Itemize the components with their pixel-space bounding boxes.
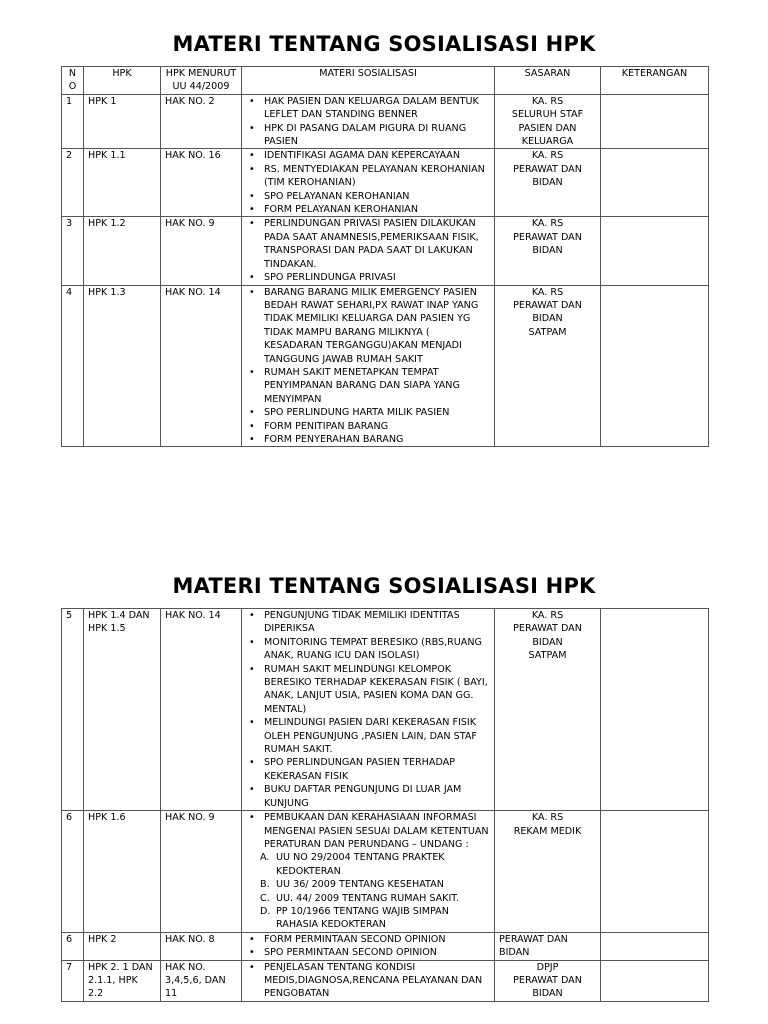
cell-hpk-uu: HAK NO. 16	[161, 149, 242, 217]
cell-hpk: HPK 1.2	[84, 217, 161, 285]
materi-subitem: D. PP 10/1966 TENTANG WAJIB SIMPAN RAHASIA KEDOKTERAN	[246, 905, 490, 932]
table-row	[62, 217, 709, 285]
header-sasaran: SASARAN	[495, 67, 601, 95]
materi-table	[61, 608, 709, 1002]
materi-item: • BUKU DAFTAR PENGUNJUNG DI LUAR JAM KUNJUNG	[246, 783, 490, 810]
materi-list	[246, 217, 490, 284]
cell-no: 3	[62, 217, 84, 285]
materi-item: • SPO PELAYANAN KEROHANIAN	[246, 190, 490, 203]
cell-no: 6	[62, 811, 84, 933]
materi-subitem: B. UU 36/ 2009 TENTANG KESEHATAN	[246, 878, 490, 891]
header-keterangan: KETERANGAN	[601, 67, 709, 95]
materi-item: • MELINDUNGI PASIEN DARI KEKERASAN FISIK OLEH PENGUNJUNG ,PASIEN LAIN, DAN STAF RUMAH SAKIT.	[246, 716, 490, 756]
materi-item: • SPO PERLINDUNGA PRIVASI	[246, 271, 490, 284]
cell-no: 7	[62, 960, 84, 1001]
sasaran-line: PERAWAT DAN BIDAN	[513, 163, 582, 189]
cell-sasaran	[495, 217, 601, 285]
table-row	[62, 609, 709, 811]
materi-table	[61, 66, 709, 447]
cell-sasaran	[495, 811, 601, 933]
cell-keterangan	[601, 285, 709, 447]
cell-no: 6	[62, 932, 84, 960]
header-hpk: HPK	[84, 67, 161, 95]
page-title: MATERI TENTANG SOSIALISASI HPK	[172, 32, 596, 56]
cell-materi	[242, 217, 495, 285]
materi-list	[246, 961, 490, 1001]
materi-item: • FORM PELAYANAN KEROHANIAN	[246, 203, 490, 216]
materi-item: • HAK PASIEN DAN KELUARGA DALAM BENTUK LEFLET DAN STANDING BENNER	[246, 95, 490, 122]
cell-materi	[242, 285, 495, 447]
cell-materi	[242, 149, 495, 217]
materi-item: • RUMAH SAKIT MELINDUNGI KELOMPOK BERESIKO TERHADAP KEKERASAN FISIK ( BAYI, ANAK, LANJUT USIA, PASIEN KOMA DAN GG. MENTAL)	[246, 663, 490, 717]
cell-hpk: HPK 1	[84, 94, 161, 149]
cell-keterangan	[601, 609, 709, 811]
sasaran-line: KA. RS	[531, 218, 564, 230]
materi-list	[246, 811, 490, 932]
sasaran-line: SATPAM	[528, 650, 567, 662]
cell-materi	[242, 94, 495, 149]
cell-keterangan	[601, 960, 709, 1001]
materi-list	[246, 149, 490, 216]
sasaran-line: KA. RS	[531, 286, 564, 298]
materi-list	[246, 609, 490, 810]
materi-subitem: A. UU NO 29/2004 TENTANG PRAKTEK KEDOKTERAN	[246, 851, 490, 878]
sasaran-line: PERAWAT DAN BIDAN	[513, 623, 582, 648]
materi-item: • SPO PERLINDUNG HARTA MILIK PASIEN	[246, 406, 490, 419]
cell-hpk-uu: HAK NO. 9	[161, 217, 242, 285]
materi-item: • SPO PERMINTAAN SECOND OPINION	[246, 946, 490, 959]
sasaran-line: DPJP	[536, 961, 559, 973]
cell-keterangan	[601, 932, 709, 960]
cell-sasaran	[495, 960, 601, 1001]
materi-list	[246, 933, 490, 960]
sasaran-line: KA. RS	[531, 95, 564, 107]
cell-no: 4	[62, 285, 84, 447]
cell-hpk: HPK 2	[84, 932, 161, 960]
materi-item: • PERLINDUNGAN PRIVASI PASIEN DILAKUKAN PADA SAAT ANAMNESIS,PEMERIKSAAN FISIK, TRANSPORASI DAN PADA SAAT DI LAKUKAN TINDAKAN.	[246, 217, 490, 271]
cell-no: 1	[62, 94, 84, 149]
cell-hpk: HPK 2. 1 DAN 2.1.1, HPK 2.2	[84, 960, 161, 1001]
cell-materi	[242, 932, 495, 960]
sasaran-line: SELURUH STAF PASIEN DAN KELUARGA	[511, 109, 584, 148]
sasaran-line: KA. RS	[531, 150, 564, 162]
cell-hpk: HPK 1.4 DAN HPK 1.5	[84, 609, 161, 811]
sasaran-line: KA. RS	[531, 812, 564, 824]
materi-item: • FORM PERMINTAAN SECOND OPINION	[246, 933, 490, 946]
table-header	[62, 67, 709, 95]
cell-hpk: HPK 1.3	[84, 285, 161, 447]
table-row	[62, 932, 709, 960]
table-body	[62, 94, 709, 447]
header-hpk-uu-label: HPK MENURUT UU 44/2009	[165, 68, 237, 93]
materi-item: • HPK DI PASANG DALAM PIGURA DI RUANG PASIEN	[246, 122, 490, 149]
cell-hpk-uu: HAK NO. 2	[161, 94, 242, 149]
cell-hpk-uu: HAK NO. 8	[161, 932, 242, 960]
cell-sasaran	[495, 94, 601, 149]
cell-sasaran	[495, 932, 601, 960]
table-row	[62, 811, 709, 933]
table-row	[62, 285, 709, 447]
cell-sasaran	[495, 609, 601, 811]
materi-item: • FORM PENYERAHAN BARANG	[246, 433, 490, 446]
cell-hpk: HPK 1.6	[84, 811, 161, 933]
page-title: MATERI TENTANG SOSIALISASI HPK	[172, 574, 596, 598]
materi-item: • RS. MENTYEDIAKAN PELAYANAN KEROHANIAN (TIM KEROHANIAN)	[246, 163, 490, 190]
materi-item: • PENJELASAN TENTANG KONDISI MEDIS,DIAGNOSA,RENCANA PELAYANAN DAN PENGOBATAN	[246, 961, 490, 1001]
sasaran-line: PERAWAT DAN BIDAN	[513, 231, 582, 257]
table-body	[62, 609, 709, 1002]
sasaran-line: KA. RS	[531, 610, 564, 621]
sasaran-line: PERAWAT DAN BIDAN	[513, 974, 582, 1000]
materi-item: • RUMAH SAKIT MENETAPKAN TEMPAT PENYIMPANAN BARANG DAN SIAPA YANG MENYIMPAN	[246, 366, 490, 406]
sasaran-line: SATPAM	[528, 326, 567, 338]
sasaran-line: PERAWAT DAN BIDAN	[499, 933, 568, 959]
cell-keterangan	[601, 811, 709, 933]
header-no-label: N O	[68, 68, 77, 93]
cell-hpk-uu: HAK NO. 3,4,5,6, DAN 11	[161, 960, 242, 1001]
cell-no: 5	[62, 609, 84, 811]
cell-sasaran	[495, 285, 601, 447]
cell-hpk-uu: HAK NO. 9	[161, 811, 242, 933]
cell-keterangan	[601, 217, 709, 285]
cell-sasaran	[495, 149, 601, 217]
materi-item: • SPO PERLINDUNGAN PASIEN TERHADAP KEKERASAN FISIK	[246, 756, 490, 783]
materi-list	[246, 286, 490, 447]
sasaran-line: PERAWAT DAN BIDAN	[513, 299, 582, 325]
table-row	[62, 149, 709, 217]
materi-item: • PEMBUKAAN DAN KERAHASIAAN INFORMASI MENGENAI PASIEN SESUAI DALAM KETENTUAN PERATURAN DAN PERUNDANG – UNDANG :	[246, 811, 490, 851]
table-row	[62, 94, 709, 149]
materi-item: • BARANG BARANG MILIK EMERGENCY PASIEN BEDAH RAWAT SEHARI,PX RAWAT INAP YANG TIDAK MEMILIKI KELUARGA DAN PASIEN YG TIDAK MAMPU BARANG MILIKNYA ( KESADARAN TERGANGGU)AKAN MENJADI TANGGUNG JAWAB RUMAH SAKIT	[246, 286, 490, 366]
cell-hpk-uu: HAK NO. 14	[161, 609, 242, 811]
materi-list	[246, 95, 490, 149]
materi-item: • IDENTIFIKASI AGAMA DAN KEPERCAYAAN	[246, 149, 490, 162]
materi-item: • PENGUNJUNG TIDAK MEMILIKI IDENTITAS DIPERIKSA	[246, 609, 490, 636]
cell-materi	[242, 609, 495, 811]
cell-materi	[242, 811, 495, 933]
materi-item: • MONITORING TEMPAT BERESIKO (RBS,RUANG ANAK, RUANG ICU DAN ISOLASI)	[246, 636, 490, 663]
materi-subitem: C. UU. 44/ 2009 TENTANG RUMAH SAKIT.	[246, 892, 490, 905]
cell-no: 2	[62, 149, 84, 217]
table-row	[62, 960, 709, 1001]
cell-materi	[242, 960, 495, 1001]
sasaran-line: REKAM MEDIK	[513, 825, 582, 837]
header-no	[62, 67, 84, 95]
cell-hpk: HPK 1.1	[84, 149, 161, 217]
materi-item: • FORM PENITIPAN BARANG	[246, 420, 490, 433]
header-hpk-uu	[161, 67, 242, 95]
cell-keterangan	[601, 94, 709, 149]
cell-keterangan	[601, 149, 709, 217]
header-materi: MATERI SOSIALISASI	[242, 67, 495, 95]
cell-hpk-uu: HAK NO. 14	[161, 285, 242, 447]
